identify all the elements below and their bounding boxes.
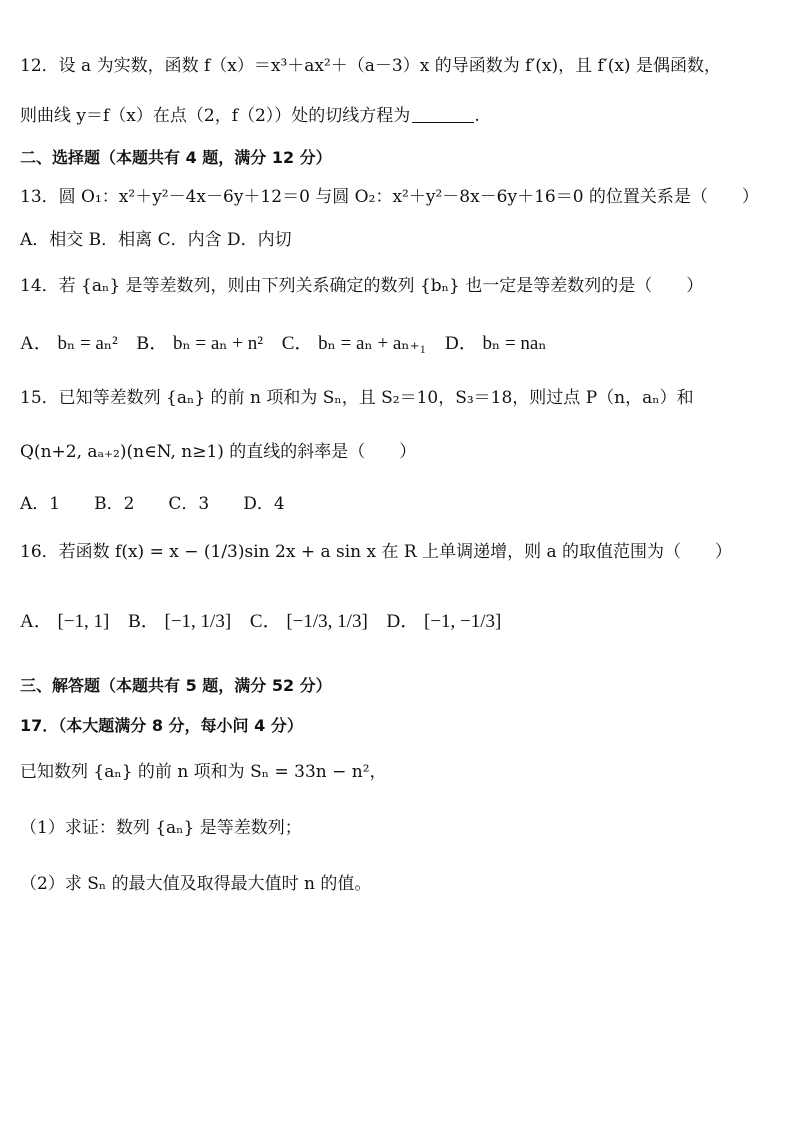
q16-options [20,610,774,634]
q14-option-d: D． bₙ = naₙ [445,333,547,354]
q12-line1: 12．设 a 为实数，函数 f（x）＝x³＋ax²＋（a－3）x 的导函数为 f′(x)，且 f′(x) 是偶函数， [20,56,721,76]
q16-option-a: A． [−1, 1] [20,611,110,632]
q13-stem: 13．圆 O₁：x²＋y²－4x－6y＋12＝0 与圆 O₂：x²＋y²－8x－6y＋16＝0 的位置关系是（ ） [20,187,759,207]
q17-stem: 已知数列 {aₙ} 的前 n 项和为 Sₙ = 33n − n²， [20,762,387,782]
q14-option-b: B． bₙ = aₙ + n² [136,333,263,354]
q14-option-c: C． bₙ = aₙ + aₙ₊₁ [281,333,427,354]
q16-option-c: C． [−1/3, 1/3] [249,611,368,632]
q17-part1: （1）求证：数列 {aₙ} 是等差数列； [20,818,302,838]
section2-title: 二、选择题（本题共有 4 题，满分 12 分） [20,148,332,167]
answer-blank [412,106,474,123]
q14-stem: 14．若 {aₙ} 是等差数列，则由下列关系确定的数列 {bₙ} 也一定是等差数列的是（ ） [20,276,704,296]
q13-options: A．相交 B．相离 C．内含 D．内切 [20,230,292,250]
section3-title: 三、解答题（本题共有 5 题，满分 52 分） [20,676,332,695]
q12-line2-text: 则曲线 y＝f（x）在点（2，f（2））处的切线方程为 [20,106,411,126]
q14-options [20,332,774,356]
q16-option-b: B． [−1, 1/3] [128,611,232,632]
q15-line2: Q(n+2, aₐ₊₂)(n∈N, n≥1) 的直线的斜率是（ ） [20,442,417,462]
q14-option-a: A． bₙ = aₙ² [20,333,118,354]
q12-line2 [20,104,774,128]
q16-option-d: D． [−1, −1/3] [386,611,502,632]
q17-part2: （2）求 Sₙ 的最大值及取得最大值时 n 的值。 [20,874,372,894]
q17-title: 17．（本大题满分 8 分，每小问 4 分） [20,716,303,735]
q12-line2-end: . [474,106,480,126]
q16-stem: 16．若函数 f(x) = x − (1/3)sin 2x + a sin x 在 R 上单调递增，则 a 的取值范围为（ ） [20,542,733,562]
q15-options: A．1 B．2 C．3 D．4 [20,494,285,514]
q15-line1: 15．已知等差数列 {aₙ} 的前 n 项和为 Sₙ，且 S₂＝10，S₃＝18，则过点 P（n，aₙ）和 [20,388,694,408]
